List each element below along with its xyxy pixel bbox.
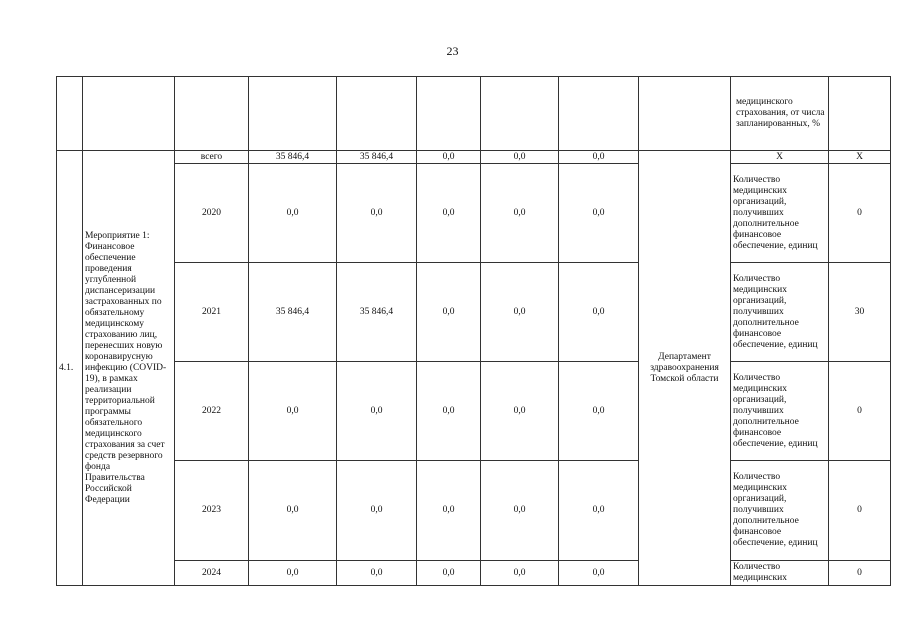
v4-cell: 0,0 [481,263,559,362]
table-row [57,164,891,263]
cont-v4-cell [481,77,559,151]
cont-v1-cell [249,77,337,151]
executor-cell: Департамент здравоохранения Томской области [639,151,731,586]
v2-cell: 0,0 [337,461,417,561]
v3-cell: 0,0 [417,164,481,263]
v1-cell: 0,0 [249,362,337,461]
year-cell: 2021 [175,263,249,362]
indicator-cell: Количество медицинских организаций, получивших дополнительное финансовое обеспечение, единиц [731,164,829,263]
v3-cell: 0,0 [417,461,481,561]
indicator-value: 0 [829,362,891,461]
v1-cell: 0,0 [249,461,337,561]
v1-cell: 35 846,4 [249,263,337,362]
table-row [57,263,891,362]
table-row [57,362,891,461]
cont-number-cell [57,77,83,151]
v4-cell: 0,0 [481,362,559,461]
total-v5: 0,0 [559,151,639,164]
v3-cell: 0,0 [417,561,481,586]
year-cell: 2023 [175,461,249,561]
indicator-cell: Количество медицинских [731,561,829,586]
v2-cell: 0,0 [337,362,417,461]
indicator-value: 0 [829,561,891,586]
total-label: всего [175,151,249,164]
v4-cell: 0,0 [481,164,559,263]
page-number: 23 [446,44,459,58]
total-row [57,151,891,164]
total-v2: 35 846,4 [337,151,417,164]
cont-v2-cell [337,77,417,151]
v5-cell: 0,0 [559,263,639,362]
total-indicator: Х [731,151,829,164]
indicator-cell: Количество медицинских организаций, получивших дополнительное финансовое обеспечение, единиц [731,362,829,461]
cont-indicator-text: медицинского страхования, от числа запланированных, % [736,97,825,129]
indicator-value: 30 [829,263,891,362]
measure-title: Мероприятие 1: Финансовое обеспечение проведения углубленной диспансеризации застрахованных по обязательному медицинскому страхованию лиц, перенесших новую коронавирусную инфекцию (COVID-19), в рамках реализации территориальной программы обязательного медицинского страхования за счет средств резервного фонда Правительства Российской Федерации [83,151,175,586]
total-v1: 35 846,4 [249,151,337,164]
table-row [57,561,891,586]
v3-cell: 0,0 [417,362,481,461]
v2-cell: 0,0 [337,561,417,586]
v5-cell: 0,0 [559,461,639,561]
v3-cell: 0,0 [417,263,481,362]
total-v3: 0,0 [417,151,481,164]
v5-cell: 0,0 [559,561,639,586]
v2-cell: 35 846,4 [337,263,417,362]
v4-cell: 0,0 [481,461,559,561]
v5-cell: 0,0 [559,164,639,263]
cont-title-cell [83,77,175,151]
v5-cell: 0,0 [559,362,639,461]
indicator-cell: Количество медицинских организаций, получивших дополнительное финансовое обеспечение, единиц [731,461,829,561]
v1-cell: 0,0 [249,561,337,586]
year-cell: 2020 [175,164,249,263]
indicator-cell: Количество медицинских организаций, получивших дополнительное финансовое обеспечение, единиц [731,263,829,362]
cont-v5-cell [559,77,639,151]
cont-executor-cell [639,77,731,151]
continuation-row [57,77,891,151]
measure-number: 4.1. [57,151,83,586]
total-value: Х [829,151,891,164]
table-row [57,461,891,561]
total-v4: 0,0 [481,151,559,164]
indicator-value: 0 [829,164,891,263]
cont-indicator-cell [731,77,829,151]
v4-cell: 0,0 [481,561,559,586]
cont-year-cell [175,77,249,151]
year-cell: 2022 [175,362,249,461]
cont-v3-cell [417,77,481,151]
program-table [56,76,891,586]
cont-value-cell [829,77,891,151]
v1-cell: 0,0 [249,164,337,263]
indicator-value: 0 [829,461,891,561]
v2-cell: 0,0 [337,164,417,263]
year-cell: 2024 [175,561,249,586]
